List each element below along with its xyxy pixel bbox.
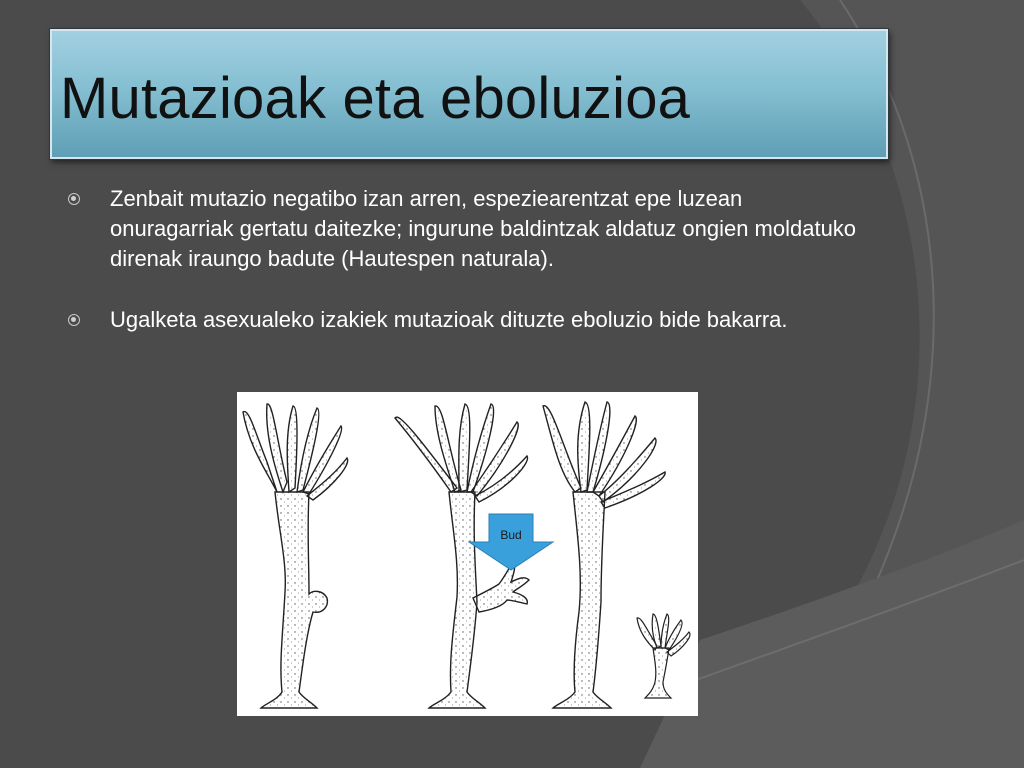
slide-title: Mutazioak eta eboluzioa [60, 66, 691, 131]
bullet-icon [68, 193, 80, 205]
bud-label: Bud [500, 528, 522, 542]
bullet-item [62, 184, 862, 274]
bud-arrow [469, 514, 553, 570]
bullet-text: Zenbait mutazio negatibo izan arren, espeziearentzat epe luzean onuragarriak gertatu daitezke; ingurune baldintzak aldatuz ongien moldatuko direnak iraungo badute (Hautespen naturala). [110, 186, 857, 271]
hydra-3 [543, 402, 665, 708]
bullet-list [62, 184, 862, 366]
bullet-icon [68, 314, 80, 326]
title-bar [50, 29, 888, 159]
hydra-budding-illustration [237, 392, 698, 716]
hydra-4-small [637, 614, 690, 698]
bullet-text: Ugalketa asexualeko izakiek mutazioak dituzte eboluzio bide bakarra. [110, 307, 788, 332]
hydra-1 [243, 404, 348, 708]
bullet-item [62, 305, 862, 335]
